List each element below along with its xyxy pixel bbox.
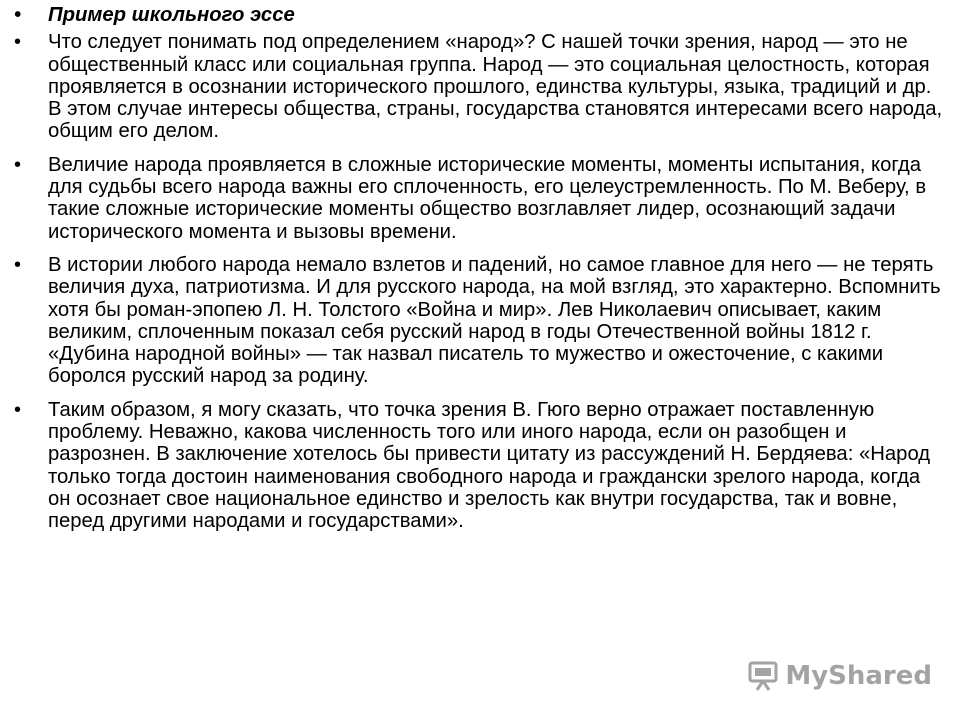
paragraph-text: Таким образом, я могу сказать, что точка зрения В. Гюго верно отражает поставленную проблему. Неважно, какова численность того или иного народа, если он разобщен и разрознен. В заключение хотелось бы привести цитату из рассуждений Н. Бердяева: «Народ только тогда достоин наименования свободного народа и граждански зрелого народа, когда он осознает свое национальное единство и зрелость как внутри государства, так и вовне, перед другими народами и государствами». [48, 398, 931, 533]
paragraph-text: В истории любого народа немало взлетов и падений, но самое главное для него — не терять величия духа, патриотизма. И для русского народа, на мой взгляд, это характерно. Вспомнить хотя бы роман-эпопею Л. Н. Толстого «Война и мир». Лев Николаевич описывает, каким великим, сплоченным показал себя русский народ в годы Отечественной войны 1812 г. «Дубина народной войны» — так назвал писатель то мужество и ожесточение, с какими боролся русский народ за родину. [48, 253, 941, 388]
bullet-dot: • [14, 31, 22, 54]
slide-title: Пример школьного эссе [48, 4, 295, 26]
bullet-list [14, 4, 944, 544]
paragraph-text: Что следует понимать под определением «народ»? С нашей точки зрения, народ — это не общественный класс или социальная группа. Народ — это социальная целостность, которая проявляется в осознании исторического прошлого, единства культуры, языка, традиций и др. В этом случае интересы общества, страны, государства становятся интересами всего народа, общим его делом. [48, 31, 943, 143]
watermark-text: MyShared [785, 661, 932, 691]
paragraph-text: Величие народа проявляется в сложные исторические моменты, моменты испытания, когда для судьбы всего народа важны его сплоченность, его целеустремленность. По М. Веберу, в такие сложные исторические моменты общество возглавляет лидер, осознающий задачи исторического момента и вызовы времени. [48, 153, 927, 243]
bullet-dot: • [14, 253, 22, 276]
bullet-dot: • [14, 153, 22, 176]
watermark-logo [747, 660, 932, 692]
paragraph-item [14, 154, 944, 243]
slide-title-item [14, 4, 944, 26]
presentation-board-icon [747, 660, 781, 692]
paragraph-item [14, 399, 944, 533]
bullet-dot: • [14, 398, 22, 421]
bullet-dot: • [14, 4, 22, 26]
paragraph-item [14, 31, 944, 142]
paragraph-item [14, 254, 944, 388]
